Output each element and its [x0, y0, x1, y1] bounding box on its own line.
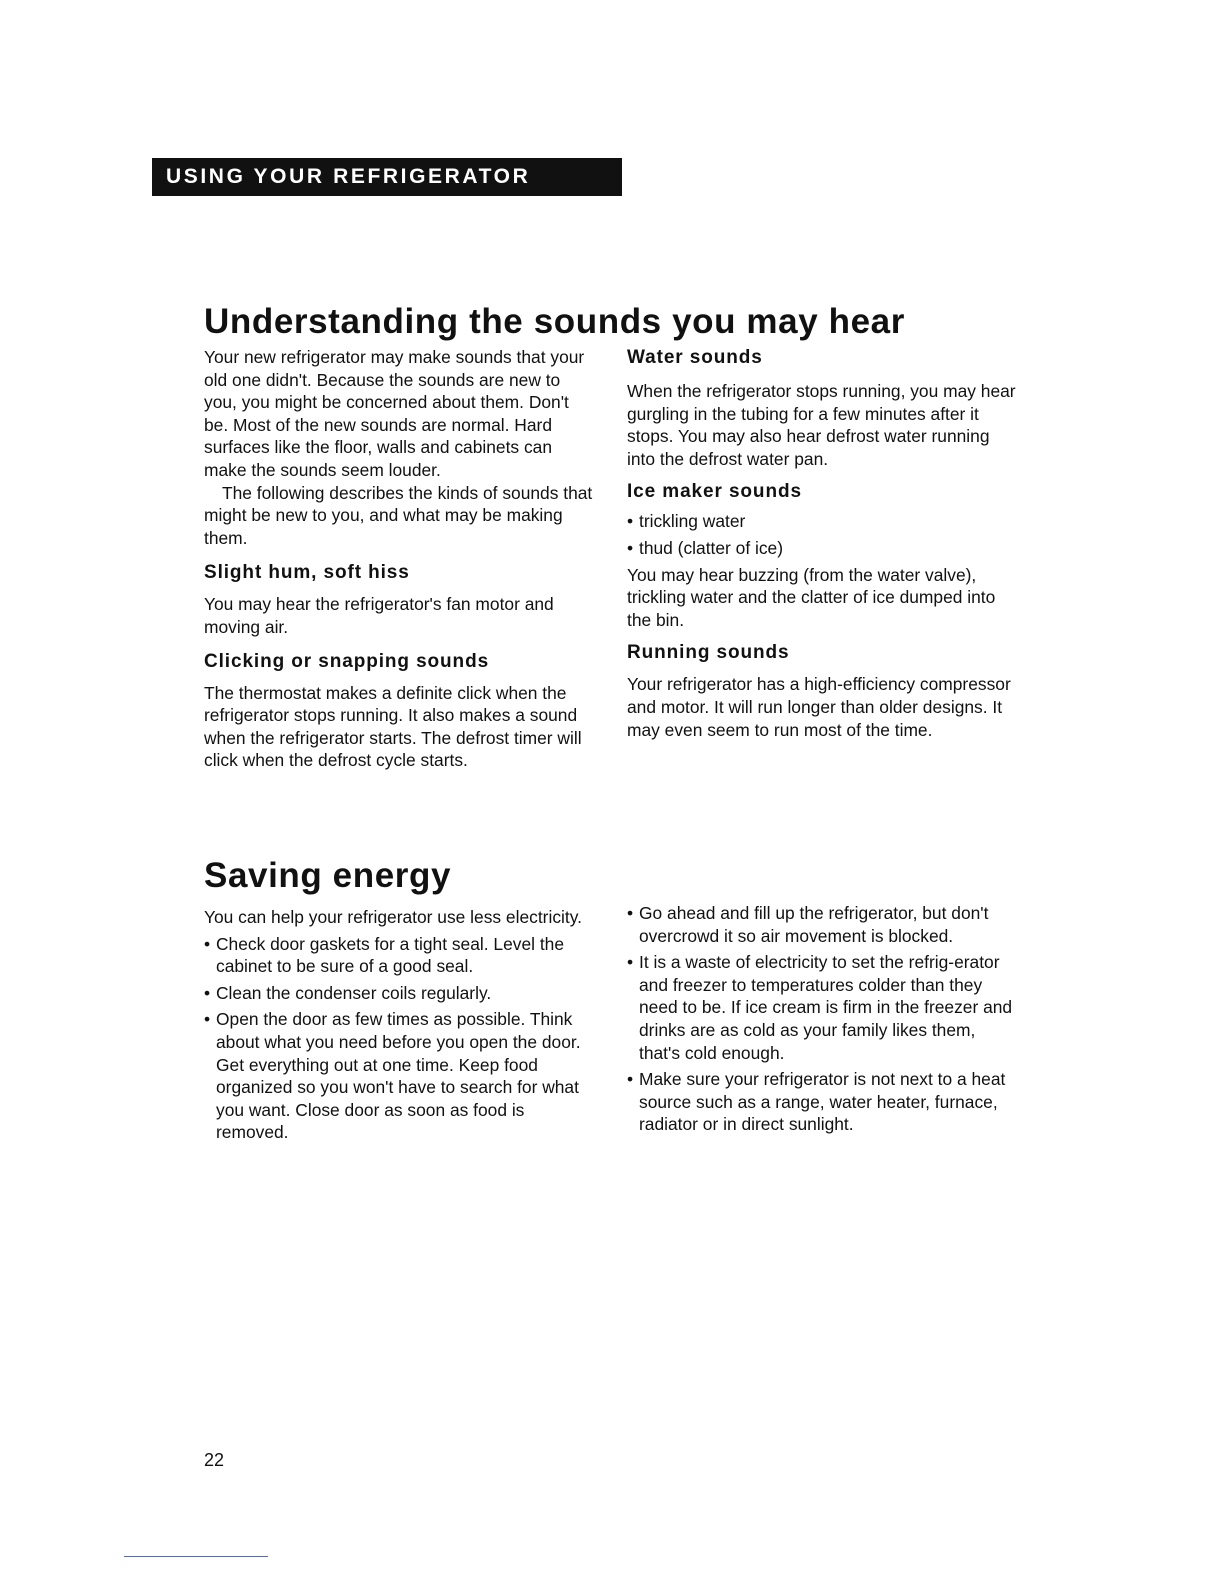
- energy-right-bullet-list: [627, 902, 1019, 1136]
- energy-right-column: [627, 902, 1019, 1136]
- clicking-text: The thermostat makes a definite click when the refrigerator stops running. It also makes a sound when the refrigerator starts. The defrost timer will click when the defrost cycle starts.: [204, 682, 582, 771]
- page-number: 22: [204, 1450, 225, 1470]
- energy-tip: • It is a waste of electricity to set the refrig-erator and freezer to temperatures colder than they need to be. If ice cream is firm in the freezer and drinks are as cold as your family likes them, that's cold enough.: [627, 951, 1019, 1064]
- energy-tip: • Go ahead and fill up the refrigerator, but don't overcrowd it so air movement is blocked.: [627, 902, 1019, 947]
- energy-left-bullet-list: [204, 933, 592, 1144]
- energy-tip: • Clean the condenser coils regularly.: [204, 982, 592, 1005]
- water-heading: Water sounds: [627, 347, 763, 368]
- energy-left-column: [204, 906, 592, 1144]
- running-text: Your refrigerator has a high-efficiency compressor and motor. It will run longer than older designs. It may even seem to run most of the time.: [627, 674, 1011, 740]
- energy-title: Saving energy: [204, 856, 452, 895]
- energy-tip: • Open the door as few times as possible. Think about what you need before you open the door. Get everything out at one time. Keep food organized so you won't have to search for what you want. Close door as soon as food is removed.: [204, 1008, 592, 1144]
- footer-rule: [124, 1556, 268, 1557]
- energy-tip: • Check door gaskets for a tight seal. Level the cabinet to be sure of a good seal.: [204, 933, 592, 978]
- sounds-intro-2: The following describes the kinds of sounds that might be new to you, and what may be making them.: [204, 482, 593, 548]
- hum-text: You may hear the refrigerator's fan motor and moving air.: [204, 594, 554, 637]
- icemaker-bullet-list: [627, 510, 1019, 559]
- icemaker-text: You may hear buzzing (from the water valve), trickling water and the clatter of ice dumped into the bin.: [627, 564, 996, 630]
- hum-heading: Slight hum, soft hiss: [204, 562, 410, 584]
- icemaker-heading: Ice maker sounds: [627, 481, 802, 503]
- clicking-heading: Clicking or snapping sounds: [204, 650, 490, 672]
- energy-intro: You can help your refrigerator use less electricity.: [204, 907, 582, 927]
- section-header-bar: USING YOUR REFRIGERATOR: [152, 158, 622, 196]
- sounds-intro: Your new refrigerator may make sounds that your old one didn't. Because the sounds are new to you, you might be concerned about them. Don't be. Most of the new sounds are normal. Hard surfaces like the floor, walls and cabinets can make the sounds seem louder.: [204, 347, 585, 480]
- energy-tip: • Make sure your refrigerator is not next to a heat source such as a range, water heater, furnace, radiator or in direct sunlight.: [627, 1068, 1019, 1136]
- icemaker-bullet: • trickling water: [627, 510, 1019, 533]
- water-text: When the refrigerator stops running, you may hear gurgling in the tubing for a few minutes after it stops. You may also hear defrost water running into the defrost water pan.: [627, 381, 1016, 469]
- running-heading: Running sounds: [627, 642, 790, 664]
- sounds-right-column: [627, 346, 1019, 741]
- sounds-left-column: [204, 346, 596, 772]
- icemaker-bullet: • thud (clatter of ice): [627, 537, 1019, 560]
- sounds-title: Understanding the sounds you may hear: [204, 302, 905, 341]
